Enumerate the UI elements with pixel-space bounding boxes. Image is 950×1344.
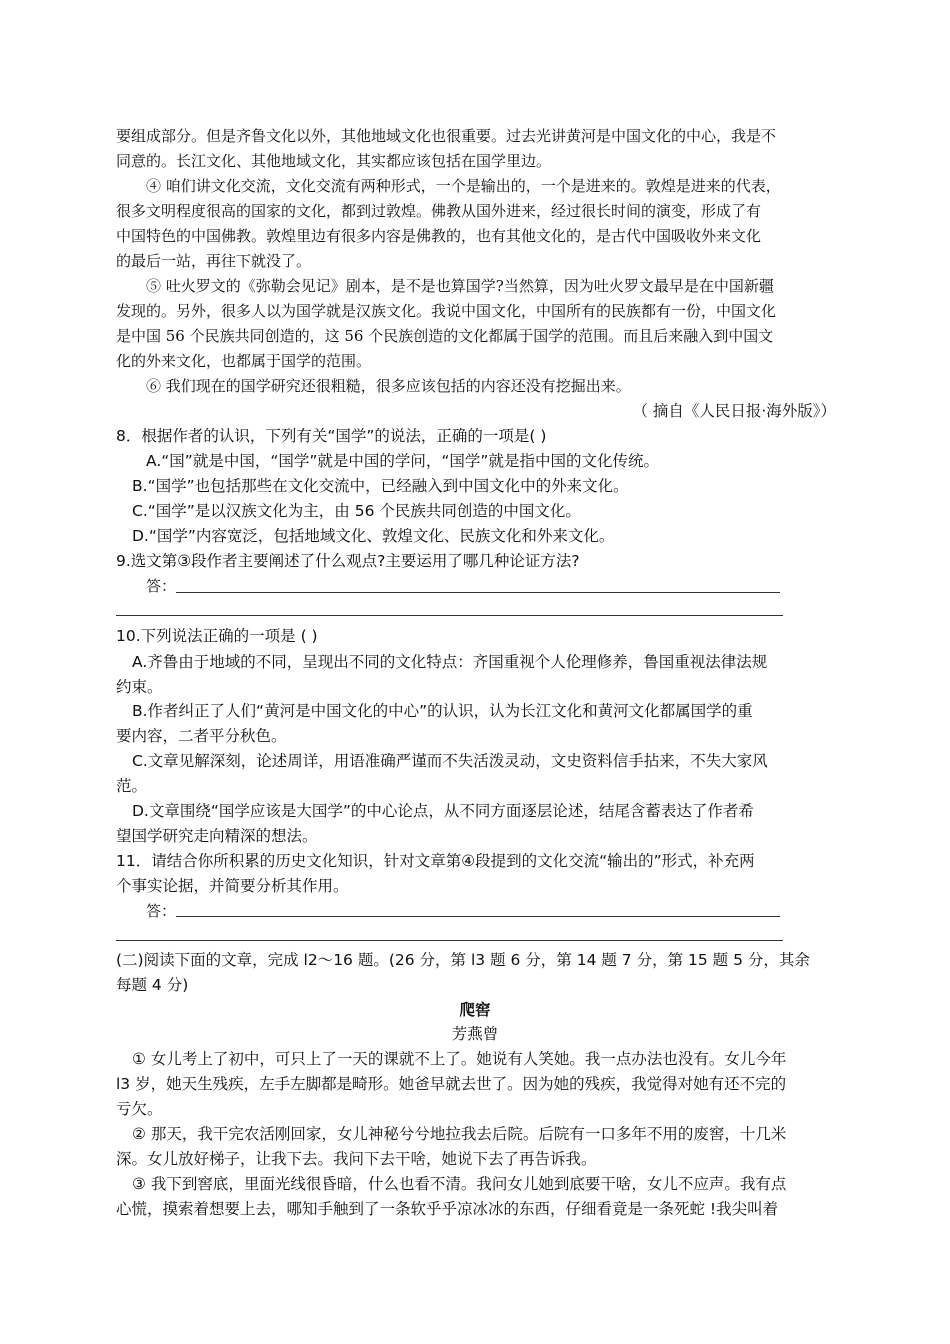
question-11-stem: 11．请结合你所积累的历史文化知识，针对文章第④段提到的文化交流“输出的”形式，补充两 [116,852,755,870]
question-10-option-a: A.齐鲁由于地域的不同，呈现出不同的文化特点：齐国重视个人伦理修养，鲁国重视法律法规 [132,653,768,671]
question-10-option-c-cont: 范。 [116,777,148,795]
question-10-option-d: D.文章围绕“国学应该是大国学”的中心论点，从不同方面逐层论述，结尾含蓄表达了作者希 [132,802,754,820]
section-2-instructions: (二)阅读下面的文章，完成 l2～16 题。(26 分，第 l3 题 6 分，第 14 题 7 分，第 15 题 5 分，其余 [116,951,810,969]
passage-line: 是中国 56 个民族共同创造的，这 56 个民族创造的文化都属于国学的范围。而且后来融入到中国文 [116,327,774,345]
question-9-answer-line-2[interactable] [116,615,783,616]
passage-line: 的最后一站，再往下就没了。 [116,252,312,270]
question-10-option-d-cont: 望国学研究走向精深的想法。 [116,827,318,845]
article-line: l3 岁，她天生残疾，左手左脚都是畸形。她爸早就去世了。因为她的残疾，我觉得对她有还不完的 [116,1075,787,1093]
passage-line: 要组成部分。但是齐鲁文化以外，其他地域文化也很重要。过去光讲黄河是中国文化的中心，我是不 [116,127,777,145]
question-11-answer-line-1[interactable] [176,916,780,917]
article-author: 芳燕曾 [451,1025,499,1043]
passage-line: 同意的。长江文化、其他地域文化，其实都应该包括在国学里边。 [116,152,552,170]
question-9-answer-line-1[interactable] [176,592,780,593]
passage-line: 发现的。另外，很多人以为国学就是汉族文化。我说中国文化，中国所有的民族都有一份，中国文化 [116,302,777,320]
passage-paragraph-6: ⑥ 我们现在的国学研究还很粗糙，很多应该包括的内容还没有挖掘出来。 [146,377,631,395]
question-10-option-b-cont: 要内容，二者平分秋色。 [116,727,287,745]
question-9-stem: 9.选文第③段作者主要阐述了什么观点?主要运用了哪几种论证方法? [116,552,580,570]
passage-line: 很多文明程度很高的国家的文化，都到过敦煌。佛教从国外进来，经过很长时间的演变，形成了有 [116,202,762,220]
question-8-option-d: D.“国学”内容宽泛，包括地域文化、敦煌文化、民族文化和外来文化。 [132,527,615,545]
question-10-stem: 10.下列说法正确的一项是 ( ) [116,627,318,645]
passage-paragraph-4: ④ 咱们讲文化交流，文化交流有两种形式，一个是输出的，一个是进来的。敦煌是进来的代表， [146,177,781,195]
passage-paragraph-5: ⑤ 吐火罗文的《弥勒会见记》剧本，是不是也算国学?当然算，因为吐火罗文最早是在中国新疆 [146,277,774,295]
article-paragraph-1: ① 女儿考上了初中，可只上了一天的课就不上了。她说有人笑她。我一点办法也没有。女儿今年 [132,1050,787,1068]
question-8-option-c: C.“国学”是以汉族文化为主，由 56 个民族共同创造的中国文化。 [132,502,581,520]
passage-line: 中国特色的中国佛教。敦煌里边有很多内容是佛教的，也有其他文化的，是古代中国吸收外来文化 [116,227,762,245]
article-line: 亏欠。 [116,1100,163,1118]
question-10-option-b: B.作者纠正了人们“黄河是中国文化的中心”的认识，认为长江文化和黄河文化都属国学的重 [132,702,753,720]
question-11-stem-cont: 个事实论据，并简要分析其作用。 [116,877,349,895]
question-11-answer-label: 答： [146,902,177,920]
passage-line: 化的外来文化，也都属于国学的范围。 [116,352,372,370]
question-11-answer-line-2[interactable] [116,940,783,941]
question-8-option-a: A.“国”就是中国，“国学”就是中国的学问，“国学”就是指中国的文化传统。 [146,452,659,470]
section-2-instructions-cont: 每题 4 分) [116,976,189,994]
article-paragraph-3: ③ 我下到窖底，里面光线很昏暗，什么也看不清。我问女儿她到底要干啥，女儿不应声。我有点 [132,1175,787,1193]
passage-source: （ 摘自《人民日报·海外版》） [632,402,836,420]
question-8-stem: 8．根据作者的认识，下列有关“国学”的说法，正确的一项是( ) [116,427,547,445]
question-10-option-a-cont: 约束。 [116,678,163,696]
article-title: 爬窖 [459,1001,491,1019]
question-8-option-b: B.“国学”也包括那些在文化交流中，已经融入到中国文化中的外来文化。 [132,477,629,495]
question-10-option-c: C.文章见解深刻，论述周详，用语准确严谨而不失活泼灵动，文史资料信手拈来，不失大家风 [132,752,768,770]
article-line: 心慌，摸索着想要上去，哪知手触到了一条软乎乎凉冰冰的东西，仔细看竟是一条死蛇 !我尖叫着 [116,1200,779,1218]
article-line: 深。女儿放好梯子，让我下去。我问下去干啥，她说下去了再告诉我。 [116,1150,597,1168]
article-paragraph-2: ② 那天，我干完农活刚回家，女儿神秘兮兮地拉我去后院。后院有一口多年不用的废窖，十几米 [132,1125,787,1143]
question-9-answer-label: 答： [146,577,177,595]
